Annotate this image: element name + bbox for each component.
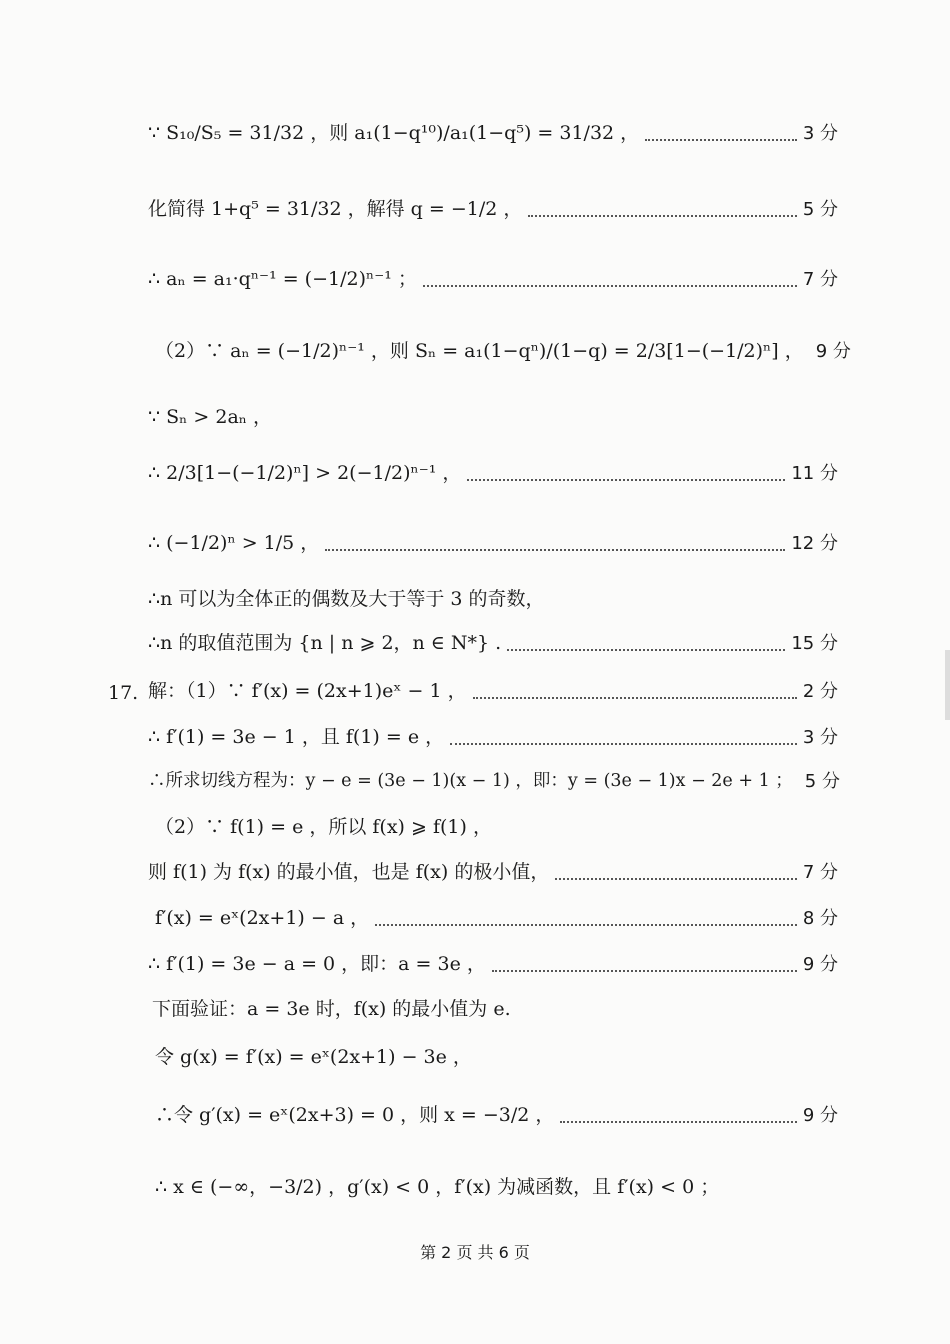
math-expression: ∵ Sₙ > 2aₙ ， xyxy=(148,406,273,428)
solution-line xyxy=(155,1106,838,1125)
solution-line xyxy=(148,634,838,653)
dot-leader xyxy=(492,970,797,972)
solution-line xyxy=(148,728,838,747)
score-mark: 11 分 xyxy=(791,462,838,484)
solution-line xyxy=(152,1000,511,1019)
dot-leader xyxy=(375,924,797,926)
dot-leader xyxy=(467,479,785,481)
score-mark: 15 分 xyxy=(791,632,838,654)
solution-line xyxy=(148,590,545,609)
score-mark: 2 分 xyxy=(802,680,838,702)
math-expression: 化简得 1+q⁵ = 31/32 ，解得 q = −1/2 ， xyxy=(148,198,523,220)
solution-line xyxy=(155,818,492,837)
score-mark: 9 分 xyxy=(802,1104,838,1126)
math-expression: ∴令 g′(x) = eˣ(2x+3) = 0 ，则 x = −3/2 ， xyxy=(155,1104,555,1126)
math-expression: ∴ (−1/2)ⁿ > 1/5 ， xyxy=(148,532,320,554)
dot-leader xyxy=(560,1121,796,1123)
math-expression: （2）∵ f(1) = e ，所以 f(x) ⩾ f(1) ， xyxy=(155,816,492,838)
math-expression: ∴n 的取值范围为 {n | n ⩾ 2，n ∈ N*} . xyxy=(148,632,502,654)
dot-leader xyxy=(555,878,796,880)
dot-leader xyxy=(325,549,785,551)
solution-line xyxy=(148,408,272,427)
score-mark: 9 分 xyxy=(802,953,838,975)
math-expression: f′(x) = eˣ(2x+1) − a ， xyxy=(155,907,370,929)
math-expression: 解：（1）∵ f′(x) = (2x+1)eˣ − 1 ， xyxy=(148,680,467,702)
solution-line xyxy=(148,863,838,882)
score-mark: 7 分 xyxy=(802,268,838,290)
solution-line xyxy=(148,200,838,219)
score-mark: 3 分 xyxy=(802,122,838,144)
dot-leader xyxy=(645,139,797,141)
score-mark: 7 分 xyxy=(802,861,838,883)
math-expression: ∴ f′(1) = 3e − 1 ，且 f(1) = e ， xyxy=(148,726,445,748)
dot-leader xyxy=(507,649,785,651)
math-expression: ∴ x ∈ (−∞，−3/2) ，g′(x) < 0 ，f′(x) 为减函数，且 f′(x) < 0 ； xyxy=(155,1176,720,1198)
math-expression: ∴ aₙ = a₁·qⁿ⁻¹ = (−1/2)ⁿ⁻¹ ； xyxy=(148,268,417,290)
solution-line xyxy=(148,773,838,791)
math-expression: ∵ S₁₀/S₅ = 31/32 ，则 a₁(1−q¹⁰)/a₁(1−q⁵) = 31/32 ， xyxy=(148,122,640,144)
solution-line xyxy=(155,1178,719,1197)
math-expression: ∴ 2/3[1−(−1/2)ⁿ] > 2(−1/2)ⁿ⁻¹ ， xyxy=(148,462,462,484)
solution-line xyxy=(148,124,838,143)
math-expression: （2）∵ aₙ = (−1/2)ⁿ⁻¹ ，则 Sₙ = a₁(1−qⁿ)/(1−q) = 2/3[1−(−1/2)ⁿ] ， xyxy=(155,340,804,362)
score-mark: 5 分 xyxy=(804,771,840,792)
dot-leader xyxy=(450,743,797,745)
solution-line xyxy=(155,909,838,928)
solution-line xyxy=(148,464,838,483)
page-footer: 第 2 页 共 6 页 xyxy=(420,1243,530,1262)
solution-line xyxy=(155,340,851,362)
math-expression: 令 g(x) = f′(x) = eˣ(2x+1) − 3e ， xyxy=(155,1046,472,1068)
dot-leader xyxy=(528,215,796,217)
page-edge-shadow xyxy=(945,650,950,720)
solution-line xyxy=(148,534,838,553)
score-mark: 3 分 xyxy=(802,726,838,748)
dot-leader xyxy=(423,285,797,287)
score-mark: 8 分 xyxy=(802,907,838,929)
score-mark: 5 分 xyxy=(802,198,838,220)
math-expression: 则 f(1) 为 f(x) 的最小值，也是 f(x) 的极小值， xyxy=(148,861,550,883)
solution-line xyxy=(148,682,838,701)
score-mark: 9 分 xyxy=(815,340,851,362)
solution-line xyxy=(148,270,838,289)
dot-leader xyxy=(473,697,797,699)
math-expression: 下面验证：a = 3e 时，f(x) 的最小值为 e. xyxy=(152,998,511,1020)
math-expression: ∴所求切线方程为：y − e = (3e − 1)(x − 1) ，即：y = (3e − 1)x − 2e + 1 ； xyxy=(148,771,793,792)
solution-line xyxy=(155,1048,472,1067)
math-expression: ∴ f′(1) = 3e − a = 0 ，即：a = 3e ， xyxy=(148,953,486,975)
score-mark: 12 分 xyxy=(791,532,838,554)
math-expression: ∴n 可以为全体正的偶数及大于等于 3 的奇数， xyxy=(148,588,545,610)
solution-line xyxy=(148,955,838,974)
question-number: 17. xyxy=(108,682,139,704)
